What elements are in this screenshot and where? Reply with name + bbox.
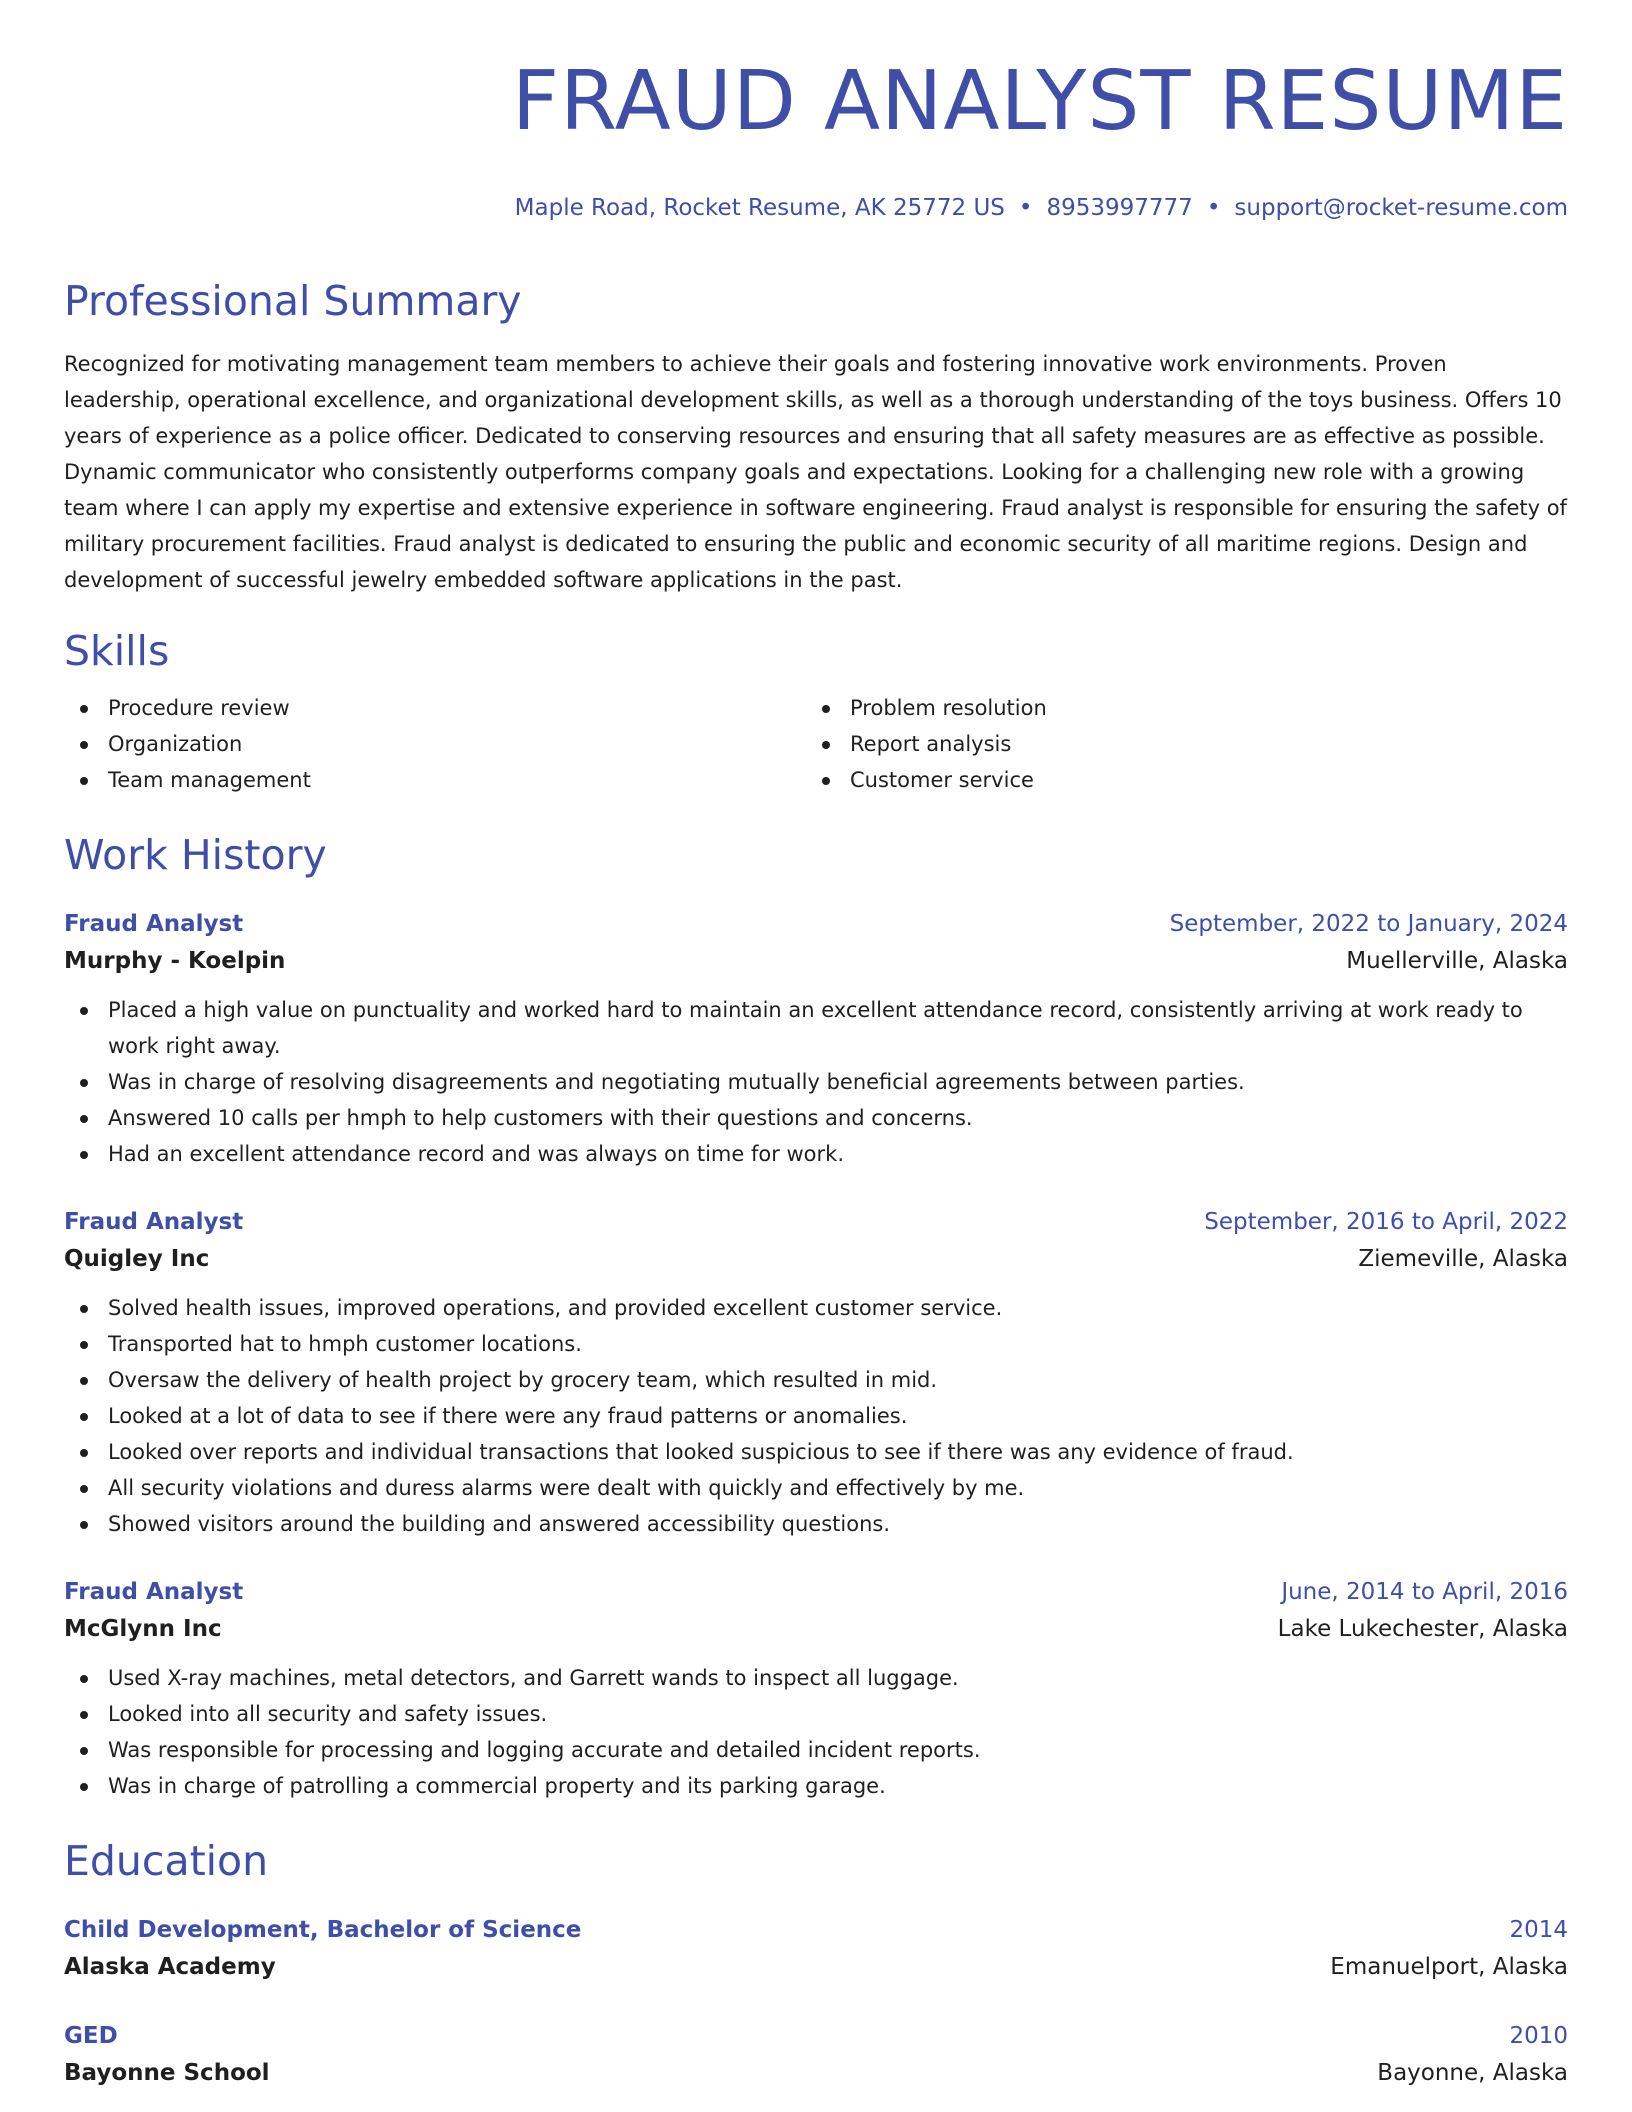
- job-header-row: [64, 1574, 1568, 1610]
- education-header-row: [64, 2018, 1568, 2054]
- contact-line: [64, 192, 1568, 224]
- skills-column-right: [806, 690, 1548, 798]
- education-location: Bayonne, Alaska: [1377, 2060, 1568, 2086]
- education-entry: [64, 2018, 1568, 2092]
- skill-item: Team management: [64, 762, 806, 798]
- education-school-row: [64, 2054, 1568, 2092]
- job-company-row: [64, 1610, 1568, 1648]
- resume-page: [64, 0, 1568, 2092]
- job-dates: September, 2022 to January, 2024: [1169, 911, 1568, 937]
- resume-title: FRAUD ANALYST RESUME: [511, 54, 1568, 149]
- education-school: Bayonne School: [64, 2060, 270, 2086]
- contact-email: support@rocket-resume.com: [1234, 195, 1568, 221]
- job-bullets: [64, 1290, 1568, 1542]
- list-item: Was in charge of resolving disagreements and negotiating mutually beneficial agreements between parties.: [64, 1064, 1568, 1100]
- skill-item: Report analysis: [806, 726, 1548, 762]
- education-degree: GED: [64, 2023, 118, 2049]
- skill-item: Problem resolution: [806, 690, 1548, 726]
- list-item: Oversaw the delivery of health project by grocery team, which resulted in mid.: [64, 1362, 1568, 1398]
- job-title: Fraud Analyst: [64, 911, 244, 937]
- contact-separator: •: [1206, 195, 1221, 221]
- education-year: 2014: [1509, 1917, 1568, 1943]
- job-title: Fraud Analyst: [64, 1579, 244, 1605]
- list-item: Looked at a lot of data to see if there were any fraud patterns or anomalies.: [64, 1398, 1568, 1434]
- list-item: Placed a high value on punctuality and worked hard to maintain an excellent attendance record, consistently arriving at work ready to work right away.: [64, 992, 1568, 1064]
- skills-grid: [64, 690, 1568, 798]
- job-header-row: [64, 906, 1568, 942]
- list-item: All security violations and duress alarms were dealt with quickly and effectively by me.: [64, 1470, 1568, 1506]
- job-dates: September, 2016 to April, 2022: [1204, 1209, 1568, 1235]
- job-company: Quigley Inc: [64, 1246, 210, 1272]
- education-school-row: [64, 1948, 1568, 1986]
- work-history-heading: Work History: [64, 831, 327, 879]
- skill-item: Customer service: [806, 762, 1548, 798]
- list-item: Answered 10 calls per hmph to help customers with their questions and concerns.: [64, 1100, 1568, 1136]
- education-school: Alaska Academy: [64, 1954, 276, 1980]
- list-item: Looked over reports and individual transactions that looked suspicious to see if there was any evidence of fraud.: [64, 1434, 1568, 1470]
- job-location: Muellerville, Alaska: [1346, 948, 1568, 974]
- summary-text: Recognized for motivating management team members to achieve their goals and fostering innovative work environments. Proven leadership, operational excellence, and organizational development skills, as well as a thorough understanding of the toys business. Offers 10 years of experience as a police officer. Dedicated to conserving resources and ensuring that all safety measures are as effective as possible. Dynamic communicator who consistently outperforms company goals and expectations. Looking for a challenging new role with a growing team where I can apply my expertise and extensive experience in software engineering. Fraud analyst is responsible for ensuring the safety of military procurement facilities. Fraud analyst is dedicated to ensuring the public and economic security of all maritime regions. Design and development of successful jewelry embedded software applications in the past.: [64, 352, 1567, 592]
- education-year: 2010: [1509, 2023, 1568, 2049]
- job-company: Murphy - Koelpin: [64, 948, 286, 974]
- skills-column-left: [64, 690, 806, 798]
- list-item: Showed visitors around the building and answered accessibility questions.: [64, 1506, 1568, 1542]
- job-location: Lake Lukechester, Alaska: [1277, 1616, 1568, 1642]
- job-location: Ziemeville, Alaska: [1358, 1246, 1568, 1272]
- list-item: Was responsible for processing and logging accurate and detailed incident reports.: [64, 1732, 1568, 1768]
- job-entry: [64, 906, 1568, 1172]
- job-title: Fraud Analyst: [64, 1209, 244, 1235]
- job-bullets: [64, 1660, 1568, 1804]
- list-item: Had an excellent attendance record and was always on time for work.: [64, 1136, 1568, 1172]
- education-header-row: [64, 1912, 1568, 1948]
- job-header-row: [64, 1204, 1568, 1240]
- list-item: Used X-ray machines, metal detectors, and Garrett wands to inspect all luggage.: [64, 1660, 1568, 1696]
- education-heading: Education: [64, 1837, 269, 1885]
- contact-phone: 8953997777: [1046, 195, 1193, 221]
- list-item: Was in charge of patrolling a commercial property and its parking garage.: [64, 1768, 1568, 1804]
- skills-heading: Skills: [64, 627, 170, 675]
- education-entry: [64, 1912, 1568, 1986]
- education-location: Emanuelport, Alaska: [1330, 1954, 1568, 1980]
- job-entry: [64, 1574, 1568, 1804]
- contact-separator: •: [1018, 195, 1033, 221]
- job-company-row: [64, 942, 1568, 980]
- summary-heading: Professional Summary: [64, 277, 522, 325]
- list-item: Looked into all security and safety issues.: [64, 1696, 1568, 1732]
- skill-item: Organization: [64, 726, 806, 762]
- job-company-row: [64, 1240, 1568, 1278]
- job-dates: June, 2014 to April, 2016: [1281, 1579, 1568, 1605]
- skill-item: Procedure review: [64, 690, 806, 726]
- job-entry: [64, 1204, 1568, 1542]
- list-item: Transported hat to hmph customer locations.: [64, 1326, 1568, 1362]
- job-company: McGlynn Inc: [64, 1616, 222, 1642]
- list-item: Solved health issues, improved operations, and provided excellent customer service.: [64, 1290, 1568, 1326]
- job-bullets: [64, 992, 1568, 1172]
- education-degree: Child Development, Bachelor of Science: [64, 1917, 582, 1943]
- contact-address: Maple Road, Rocket Resume, AK 25772 US: [514, 195, 1005, 221]
